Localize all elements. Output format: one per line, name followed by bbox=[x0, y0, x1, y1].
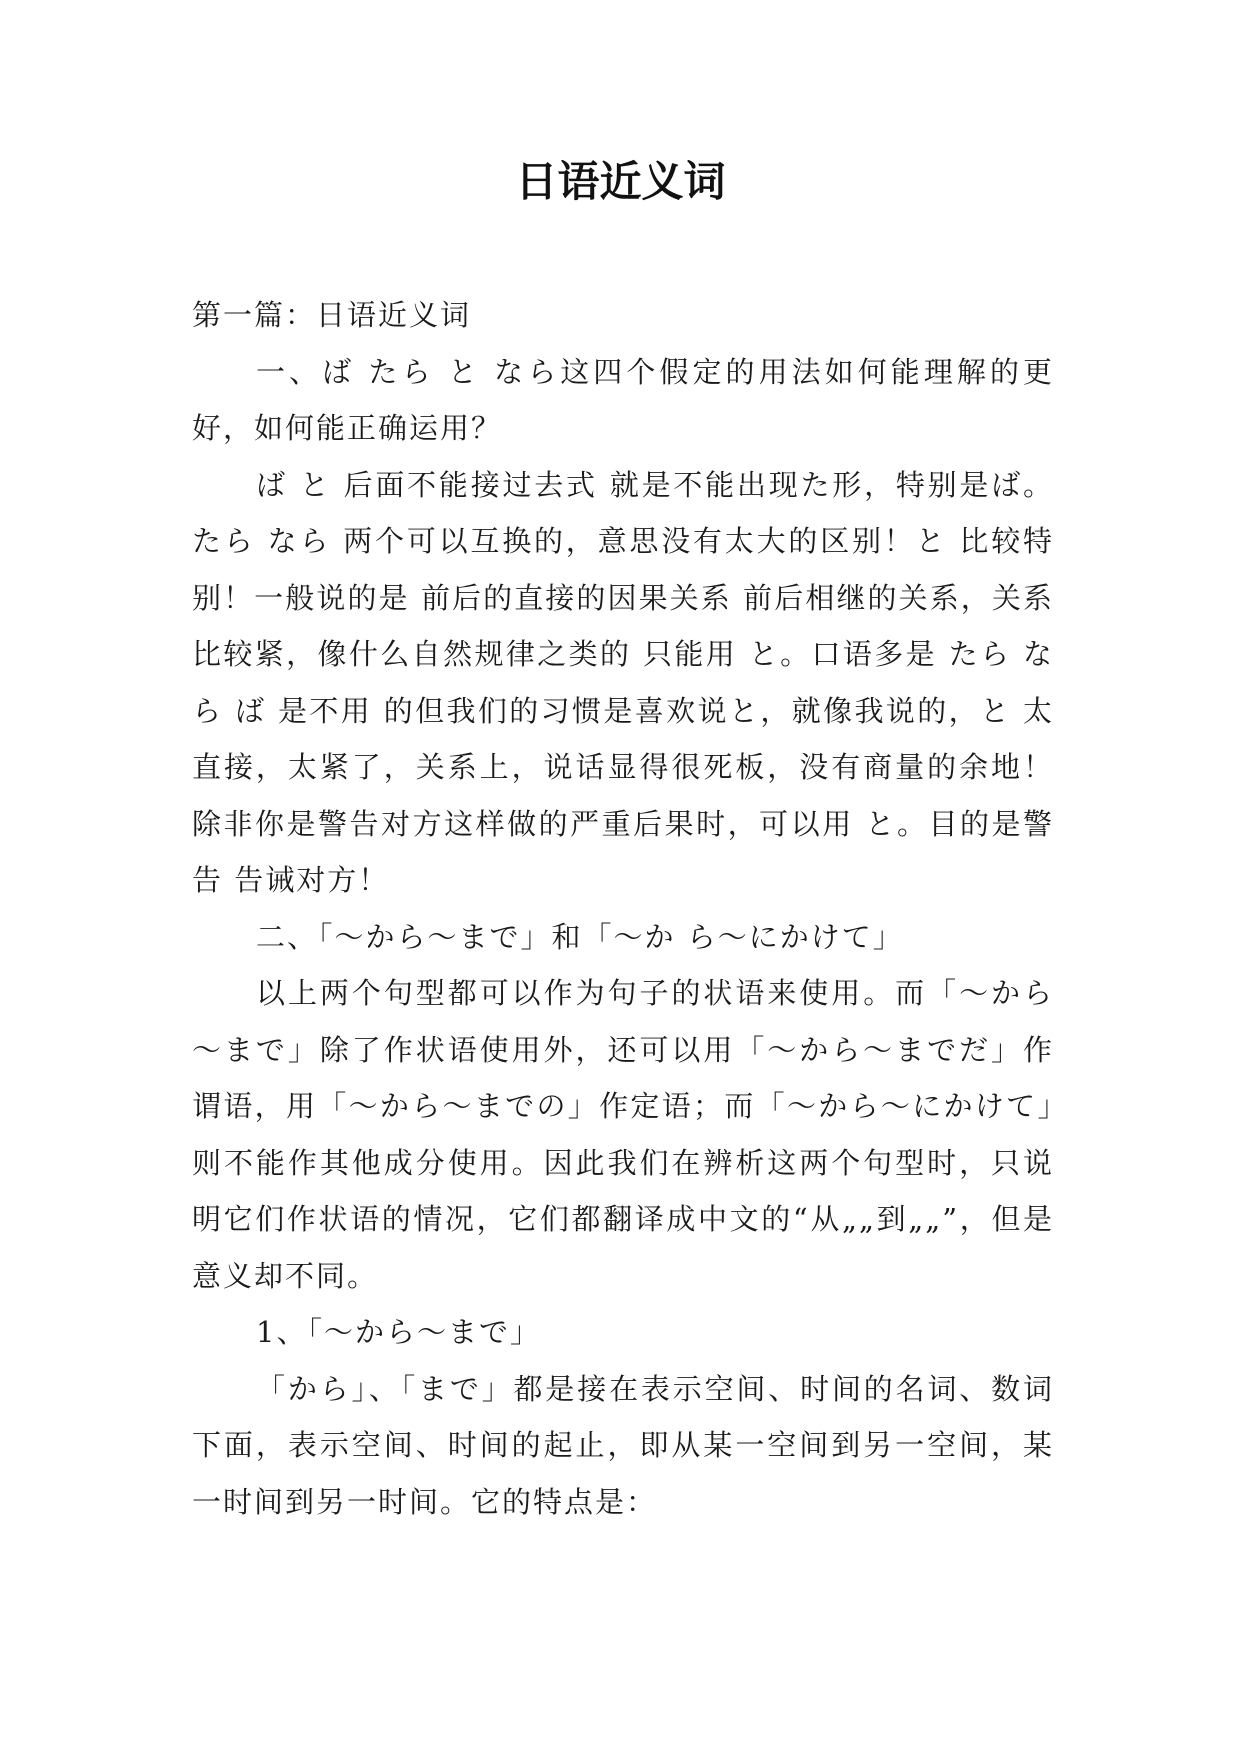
paragraph-answer: ば と 后面不能接过去式 就是不能出现た形，特别是ば。たら なら 两个可以互换的，意思没有太大的区别！と 比较特别！一般说的是 前后的直接的因果关系 前后相继的关系，关系比较紧，像什么自然规律之类的 只能用 と。口语多是 たら なら ば 是不用 的但我们的习惯是喜欢说と，就像我说的，と 太直接，太紧了，关系上，说话显得很死板，没有商量的余地！除非你是警告对方这样做的严重后果时，可以用 と。目的是警告 告诫对方！ bbox=[192, 467, 1054, 897]
subsection-heading: 二、「～から～まで」和「～か ら～にかけて」 bbox=[256, 919, 904, 954]
paragraph-question: 一、ば たら と なら这四个假定的用法如何能理解的更好，如何能正确运用？ bbox=[192, 354, 1054, 445]
subsection-heading-1: 1、「～から～まで」 bbox=[256, 1315, 541, 1349]
paragraph-explanation: 以上两个句型都可以作为句子的状语来使用。而「～から～まで」除了作状语使用外，还可以用「～から～までだ」作谓语，用「～から～までの」作定语；而「～から～にかけて」则不能作其他成分使用。因此我们在辨析这两个句型时，只说明它们作状语的情况，它们都翻译成中文的“从„„到„„”，但是意义却不同。 bbox=[192, 976, 1054, 1293]
document-body bbox=[192, 287, 1054, 1530]
section-heading: 第一篇：日语近义词 bbox=[192, 298, 472, 332]
paragraph-definition: 「から」、「まで」都是接在表示空间、时间的名词、数词下面，表示空间、时间的起止，即从某一空间到另一空间，某一时间到另一时间。它的特点是： bbox=[192, 1371, 1054, 1519]
document-title: 日语近义词 bbox=[515, 157, 726, 206]
